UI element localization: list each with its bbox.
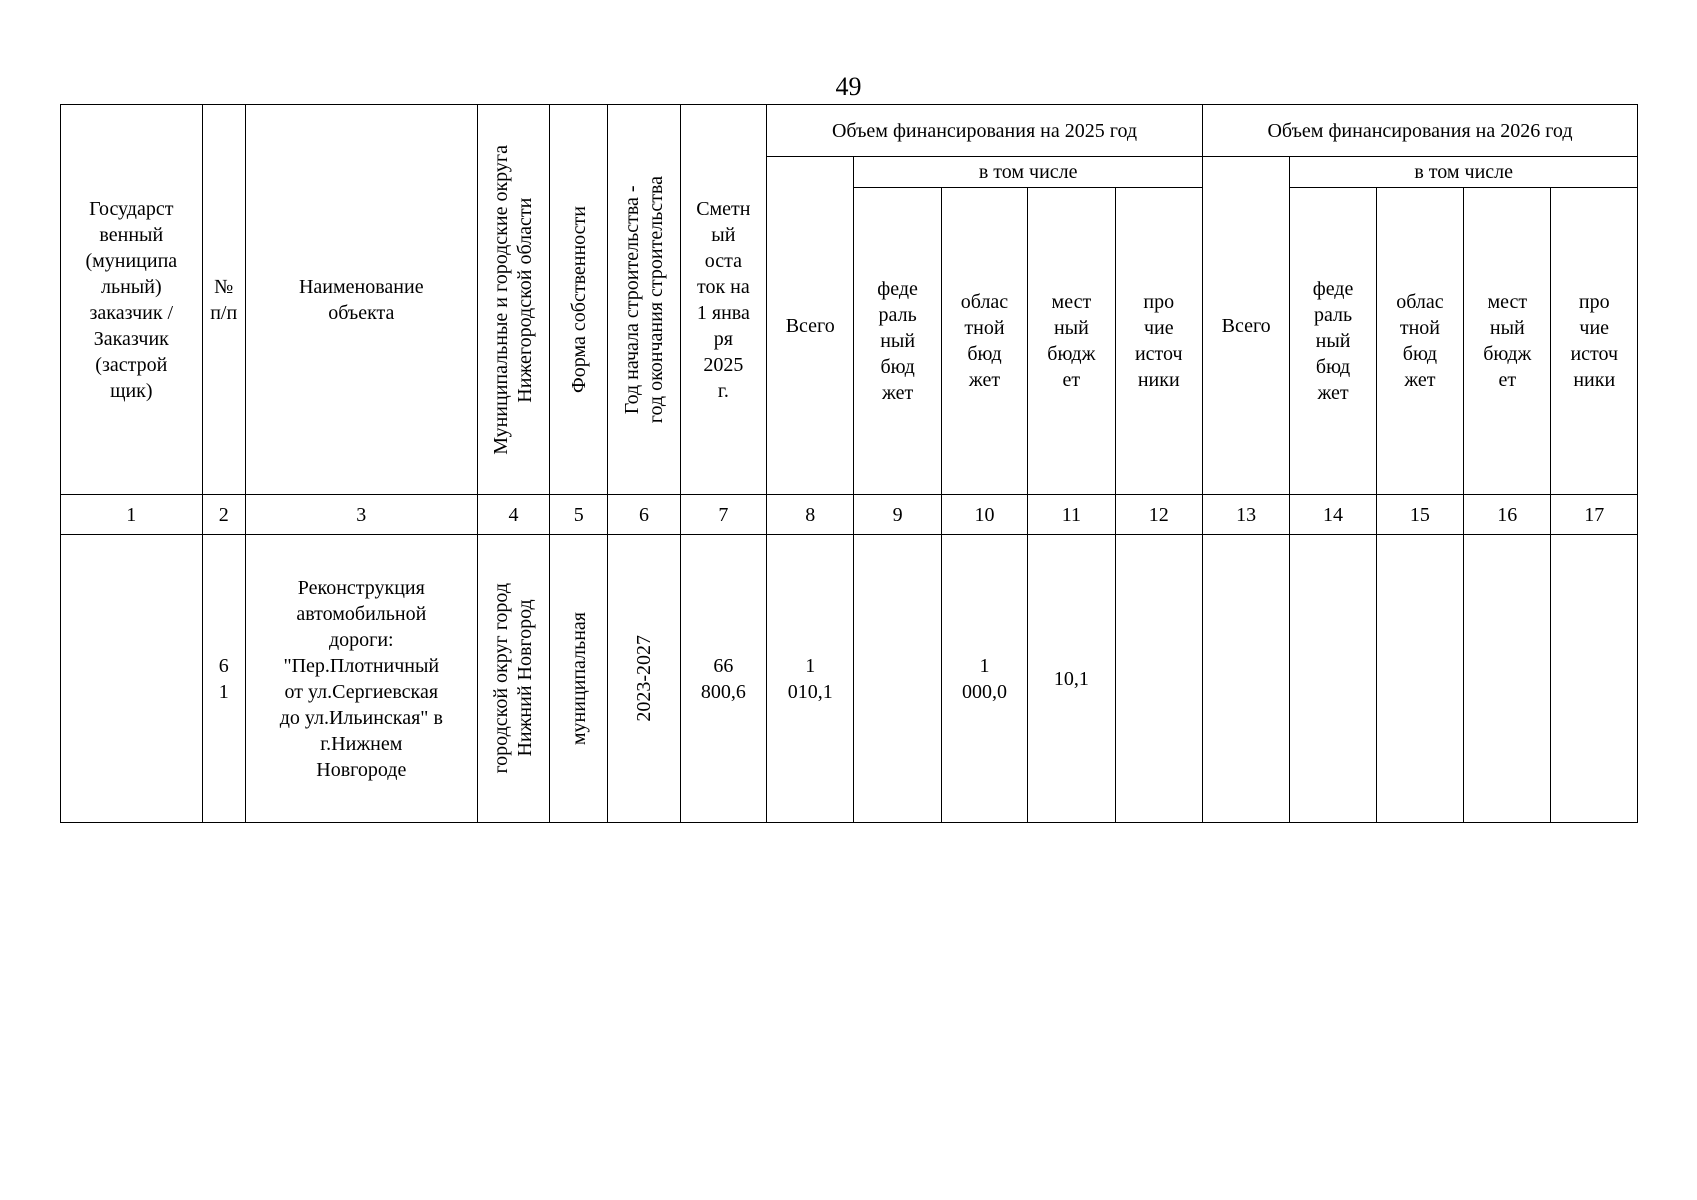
header-ownership: Форма собственности <box>567 206 590 393</box>
header-fin-2026-federal: феде раль ный бюд жет <box>1290 188 1376 495</box>
column-number: 13 <box>1202 495 1289 535</box>
row-fin-2026-regional <box>1376 535 1463 823</box>
column-number: 15 <box>1376 495 1463 535</box>
column-number: 10 <box>941 495 1027 535</box>
row-fin-2025-total: 1 010,1 <box>767 535 854 823</box>
row-fin-2025-local: 10,1 <box>1028 535 1115 823</box>
header-estimate: Сметн ый оста ток на 1 янва ря 2025 г. <box>680 105 766 495</box>
header-years: Год начала строительства - год окончания строительства <box>621 175 668 424</box>
header-fin-2026-title: Объем финансирования на 2026 год <box>1202 105 1637 157</box>
row-fin-2025-other <box>1115 535 1202 823</box>
row-number: 6 1 <box>202 535 245 823</box>
row-ownership: муниципальная <box>567 611 590 746</box>
table-row <box>61 535 1638 823</box>
column-number: 12 <box>1115 495 1202 535</box>
row-fin-2026-federal <box>1290 535 1376 823</box>
column-number: 17 <box>1551 495 1638 535</box>
header-districts: Муниципальные и городские округа Нижегородской области <box>490 144 537 455</box>
row-fin-2025-federal <box>854 535 941 823</box>
header-customer: Государст венный (муниципа льный) заказчик / Заказчик (застрой щик) <box>61 105 203 495</box>
row-years: 2023-2027 <box>633 635 656 722</box>
header-fin-2025-total: Всего <box>767 157 854 495</box>
column-number: 8 <box>767 495 854 535</box>
row-object-name: Реконструкция автомобильной дороги: "Пер.Плотничный от ул.Сергиевская до ул.Ильинская" в г.Нижнем Новгороде <box>245 535 477 823</box>
column-number: 16 <box>1464 495 1551 535</box>
column-number: 9 <box>854 495 941 535</box>
column-number: 11 <box>1028 495 1115 535</box>
header-fin-2026-regional: облас тной бюд жет <box>1376 188 1463 495</box>
row-fin-2026-local <box>1464 535 1551 823</box>
header-fin-2025-including: в том числе <box>854 157 1203 188</box>
column-number: 7 <box>680 495 766 535</box>
header-years-cell <box>608 105 680 495</box>
header-fin-2026-total: Всего <box>1202 157 1289 495</box>
row-district-cell <box>477 535 549 823</box>
header-ownership-cell <box>550 105 608 495</box>
column-number: 14 <box>1290 495 1376 535</box>
header-fin-2026-local: мест ный бюдж ет <box>1464 188 1551 495</box>
row-customer <box>61 535 203 823</box>
header-fin-2025-local: мест ный бюдж ет <box>1028 188 1115 495</box>
financing-table <box>60 104 1638 823</box>
column-number: 5 <box>550 495 608 535</box>
header-fin-2025-federal: феде раль ный бюд жет <box>854 188 941 495</box>
column-number: 3 <box>245 495 477 535</box>
header-fin-2025-other: про чие источ ники <box>1115 188 1202 495</box>
row-ownership-cell <box>550 535 608 823</box>
row-fin-2026-other <box>1551 535 1638 823</box>
header-districts-cell <box>477 105 549 495</box>
header-fin-2026-other: про чие источ ники <box>1551 188 1638 495</box>
header-fin-2026-including: в том числе <box>1290 157 1638 188</box>
row-fin-2025-regional: 1 000,0 <box>941 535 1027 823</box>
row-estimate: 66 800,6 <box>680 535 766 823</box>
header-object-name: Наименование объекта <box>245 105 477 495</box>
header-number: № п/п <box>202 105 245 495</box>
page-number: 49 <box>835 72 862 101</box>
row-district: городской округ город Нижний Новгород <box>490 583 537 774</box>
row-fin-2026-total <box>1202 535 1289 823</box>
column-number: 6 <box>608 495 680 535</box>
header-fin-2025-regional: облас тной бюд жет <box>941 188 1027 495</box>
column-number: 1 <box>61 495 203 535</box>
column-number: 4 <box>477 495 549 535</box>
row-years-cell <box>608 535 680 823</box>
column-number: 2 <box>202 495 245 535</box>
header-fin-2025-title: Объем финансирования на 2025 год <box>767 105 1203 157</box>
